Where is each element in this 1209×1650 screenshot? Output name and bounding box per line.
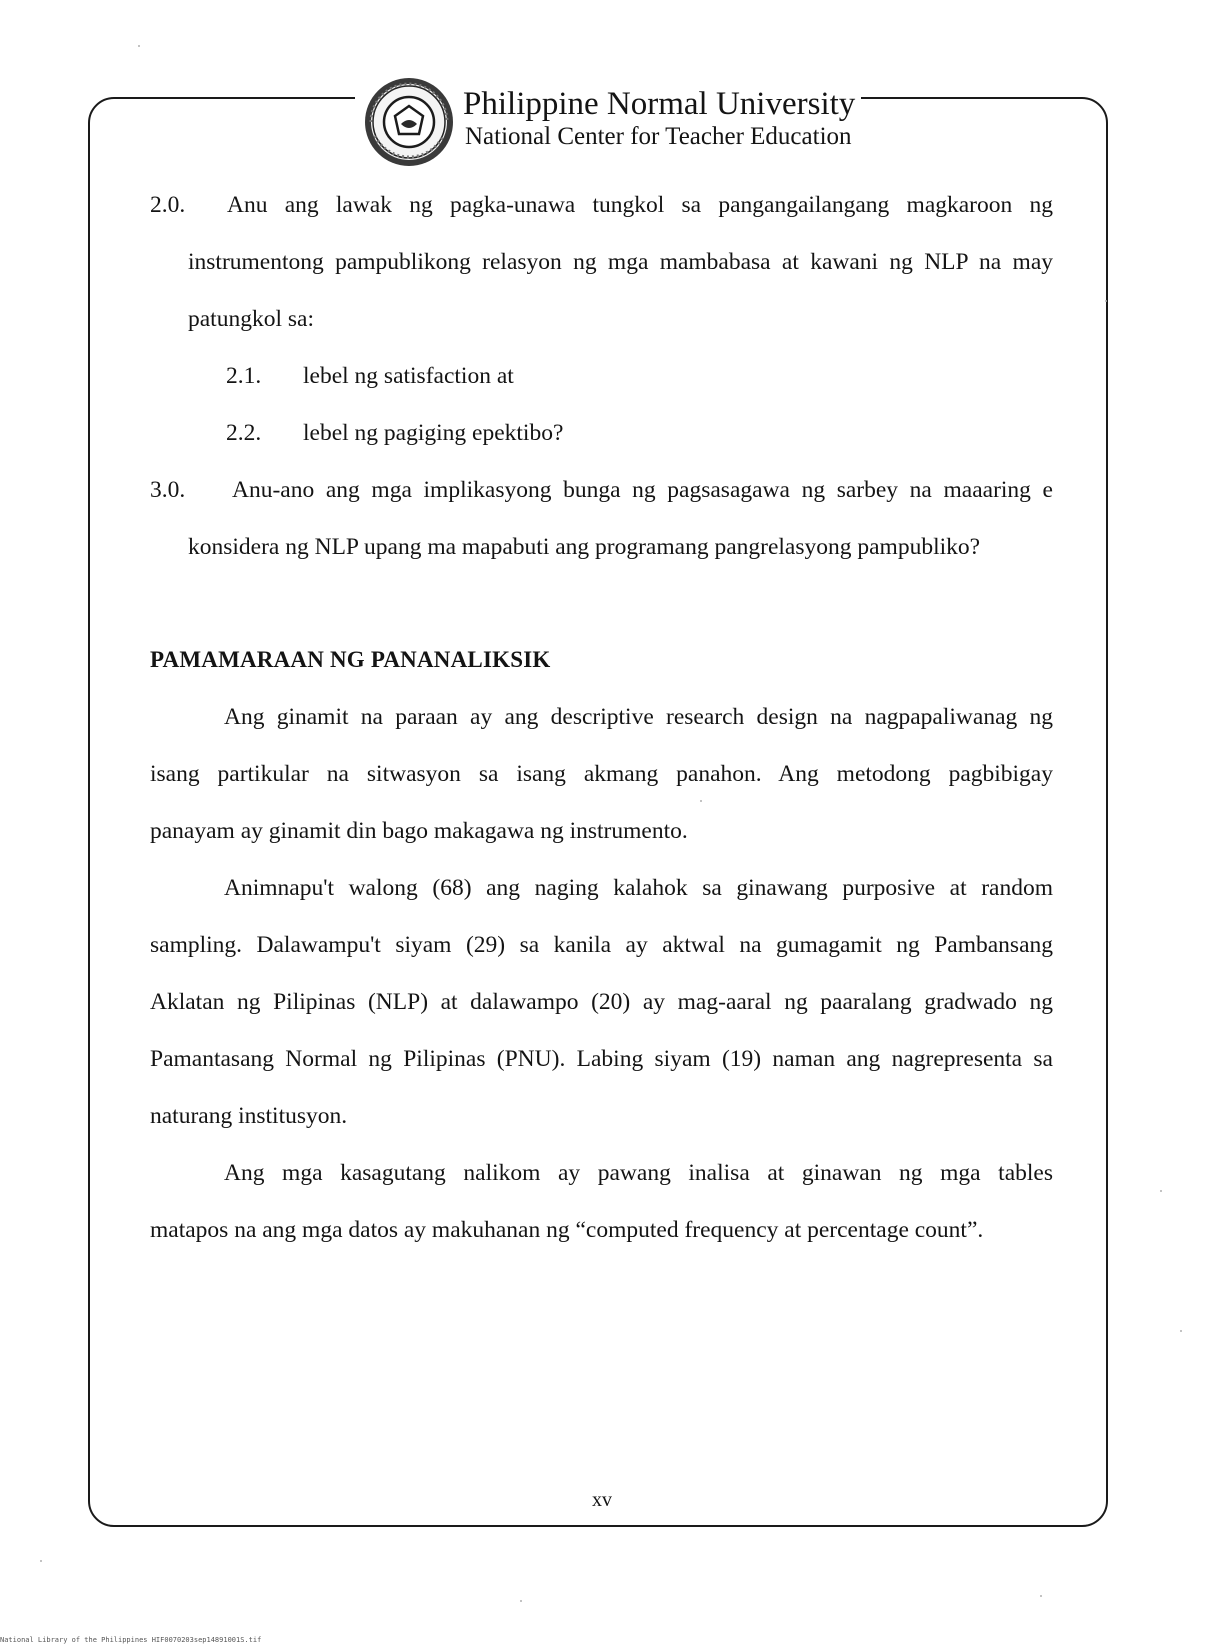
subquestion-number: 2.2. bbox=[226, 420, 262, 446]
paragraph-line: naturang institusyon. bbox=[150, 1103, 348, 1129]
paragraph-line: Ang ginamit na paraan ay ang descriptive research design na nagpapaliwanag ng bbox=[224, 704, 1053, 730]
scan-speck bbox=[1160, 1190, 1162, 1192]
question-line: Anu ang lawak ng pagka-unawa tungkol sa pangangailangang magkaroon ng bbox=[227, 192, 1053, 218]
question-number: 2.0. bbox=[150, 192, 186, 218]
paragraph-line: matapos na ang mga datos ay makuhanan ng “computed frequency at percentage count”. bbox=[150, 1217, 984, 1243]
scan-speck bbox=[1180, 1330, 1182, 1332]
question-line: patungkol sa: bbox=[188, 306, 314, 332]
scan-speck bbox=[1040, 1595, 1042, 1597]
subquestion-number: 2.1. bbox=[226, 363, 262, 389]
page-number: xv bbox=[592, 1489, 612, 1511]
paragraph-line: panayam ay ginamit din bago makagawa ng instrumento. bbox=[150, 818, 688, 844]
question-line: Anu-ano ang mga implikasyong bunga ng pagsasagawa ng sarbey na maaaring e bbox=[232, 477, 1053, 503]
paragraph-line: Ang mga kasagutang nalikom ay pawang inalisa at ginawan ng mga tables bbox=[224, 1160, 1053, 1186]
letterhead bbox=[355, 72, 861, 172]
scan-speck bbox=[138, 45, 140, 47]
university-name: Philippine Normal University bbox=[463, 86, 856, 122]
question-line: konsidera ng NLP upang ma mapabuti ang programang pangrelasyong pampubliko? bbox=[188, 534, 981, 560]
university-seal-icon bbox=[363, 76, 455, 168]
subquestion-text: lebel ng satisfaction at bbox=[303, 363, 514, 389]
question-number: 3.0. bbox=[150, 477, 186, 503]
paragraph-line: Pamantasang Normal ng Pilipinas (PNU). Labing siyam (19) naman ang nagrepresenta sa bbox=[150, 1046, 1053, 1072]
scan-speck bbox=[1105, 300, 1107, 302]
scan-speck bbox=[520, 1600, 522, 1602]
paragraph-line: isang partikular na sitwasyon sa isang akmang panahon. Ang metodong pagbibigay bbox=[150, 761, 1053, 787]
paragraph-line: sampling. Dalawampu't siyam (29) sa kanila ay aktwal na gumagamit ng Pambansang bbox=[150, 932, 1053, 958]
section-heading: PAMAMARAAN NG PANANALIKSIK bbox=[150, 647, 551, 672]
paragraph-line: Aklatan ng Pilipinas (NLP) at dalawampo (20) ay mag-aaral ng paaralang gradwado ng bbox=[150, 989, 1053, 1015]
question-line: instrumentong pampublikong relasyon ng mga mambabasa at kawani ng NLP na may bbox=[188, 249, 1053, 275]
subquestion-text: lebel ng pagiging epektibo? bbox=[303, 420, 564, 446]
scan-speck bbox=[700, 800, 702, 802]
university-center: National Center for Teacher Education bbox=[465, 123, 852, 150]
paragraph-line: Animnapu't walong (68) ang naging kalahok sa ginawang purposive at random bbox=[224, 875, 1053, 901]
scan-speck bbox=[40, 1560, 42, 1562]
scan-footer: National Library of the Philippines HIF0070203sep14891001S.tif bbox=[0, 1636, 262, 1644]
